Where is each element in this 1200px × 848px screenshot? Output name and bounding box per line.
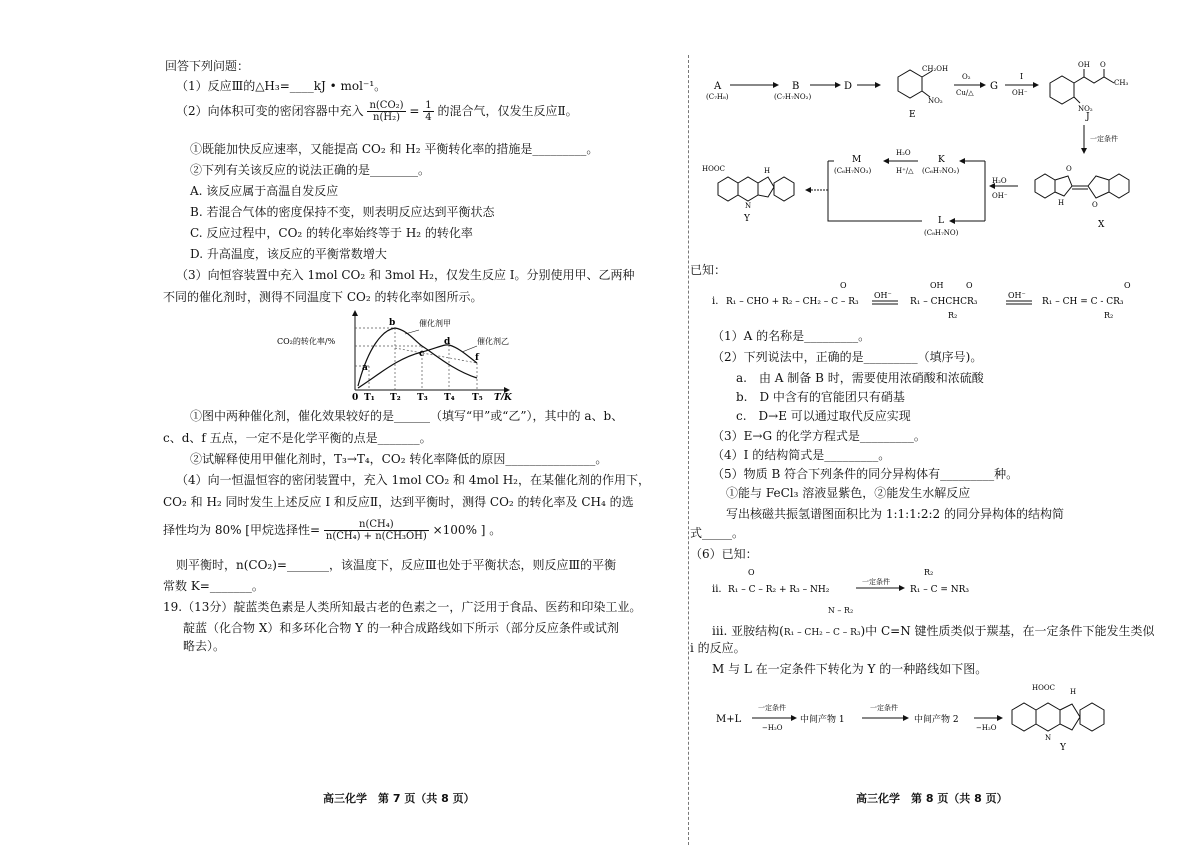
reagent-cu-heat: Cu/△ bbox=[956, 89, 974, 97]
route-y-nh: H bbox=[1070, 688, 1077, 696]
question-4-c bbox=[163, 518, 501, 542]
rxn-iii-line bbox=[712, 606, 1155, 646]
e-substituent-no2: NO₂ bbox=[928, 97, 943, 105]
reagent-i: I bbox=[1020, 72, 1024, 81]
rxn-i-o3: O bbox=[1124, 281, 1131, 290]
route-minus-h2o-1: −H₂O bbox=[762, 724, 783, 732]
curve-catalyst-a bbox=[358, 328, 477, 386]
tick-t2: T₂ bbox=[390, 393, 401, 400]
j-hydroxyl: OH bbox=[1078, 61, 1090, 69]
compound-b-formula: (C₇H₇NO₂) bbox=[774, 93, 812, 101]
route-start: M+L bbox=[716, 714, 742, 725]
compound-b: B bbox=[792, 81, 800, 92]
question-4-b: CO₂ 和 H₂ 同时发生上述反应 I 和反应Ⅱ，达到平衡时，测得 CO₂ 的转化率及 CH₄ 的选 bbox=[163, 495, 634, 509]
tick-t5: T₅ bbox=[472, 393, 483, 400]
y-cooh: HOOC bbox=[702, 165, 725, 173]
r-option-a: a. 由 A 制备 B 时，需要使用浓硝酸和浓硫酸 bbox=[736, 371, 984, 385]
reagent-h2o-x: H₂O bbox=[992, 177, 1007, 185]
r-question-3: （3）E→G 的化学方程式是_________。 bbox=[712, 429, 926, 443]
rxn-ii-reactants: R₁ – C – R₂ + R₃ – NH₂ bbox=[728, 585, 830, 595]
conversion-graph bbox=[272, 308, 522, 400]
ml-intro: M 与 L 在一定条件下转化为 Y 的一种路线如下图。 bbox=[712, 662, 988, 676]
intermediate-1: 中间产物 1 bbox=[800, 715, 845, 725]
q4-text-a: 择性均为 80% [甲烷选择性= bbox=[163, 523, 321, 537]
rxn-i-reactants: R₁ – CHO + R₂ – CH₂ – C – R₃ bbox=[726, 297, 859, 307]
r-question-1: （1）A 的名称是_________。 bbox=[712, 329, 871, 343]
rxn-i-oh-1: OH⁻ bbox=[874, 291, 892, 300]
legend-catalyst-b: 催化剂乙 bbox=[477, 337, 509, 346]
rxn-iii-text-a: iii. 亚胺结构( bbox=[712, 624, 784, 638]
rxn-ii-o: O bbox=[748, 568, 755, 577]
synthesis-route bbox=[700, 55, 1180, 245]
rxn-i-r2-b: R₂ bbox=[1104, 311, 1114, 320]
reagent-o2: O₂ bbox=[962, 73, 971, 81]
q2-text-a: （2）向体积可变的密闭容器中充入 bbox=[176, 104, 364, 118]
route-y-cooh: HOOC bbox=[1032, 684, 1055, 692]
question-4-d: 则平衡时，n(CO₂)=_______，该温度下，反应Ⅲ也处于平衡状态，则反应Ⅲ的平衡 bbox=[176, 558, 617, 572]
compound-a: A bbox=[714, 81, 722, 92]
compound-m: M bbox=[852, 155, 862, 165]
q2-ratio-den: 4 bbox=[425, 112, 432, 123]
option-a: A. 该反应属于高温自发反应 bbox=[190, 184, 339, 198]
reagent-acid-heat: H⁺/△ bbox=[896, 167, 914, 175]
point-a: a bbox=[362, 363, 368, 373]
route-minus-h2o-2: −H₂O bbox=[976, 724, 997, 732]
question-3-b: 不同的催化剂时，测得不同温度下 CO₂ 的转化率如图所示。 bbox=[163, 290, 483, 304]
point-c: c bbox=[419, 349, 425, 359]
j-methyl: CH₃ bbox=[1114, 79, 1129, 87]
compound-d: D bbox=[844, 81, 853, 92]
e-substituent-ch2oh: CH₂OH bbox=[922, 65, 949, 73]
question-19-a: 19.（13分）靛蓝类色素是人类所知最古老的色素之一，广泛用于食品、医药和印染工业。 bbox=[163, 600, 642, 614]
question-2-stem bbox=[176, 100, 578, 123]
question-2-2: ②下列有关该反应的说法正确的是________。 bbox=[190, 163, 431, 177]
r-option-c: c. D→E 可以通过取代反应实现 bbox=[736, 409, 911, 423]
rxn-i-product: R₁ – CH = C - CR₃ bbox=[1042, 297, 1124, 307]
x-oxygen-2: O bbox=[1092, 201, 1098, 209]
reagent-h2o-k: H₂O bbox=[896, 149, 911, 157]
route-cond-1: 一定条件 bbox=[758, 704, 786, 712]
r-option-b: b. D 中含有的官能团只有硝基 bbox=[736, 390, 905, 404]
y-nh: H bbox=[764, 167, 771, 175]
question-4-a: （4）向一恒温恒容的密闭装置中，充入 1mol CO₂ 和 4mol H₂，在某催化剂的作用下， bbox=[176, 473, 650, 487]
intermediate-2: 中间产物 2 bbox=[914, 715, 959, 725]
rxn-ii-label: ii. bbox=[712, 584, 722, 595]
compound-y: Y bbox=[744, 214, 750, 224]
r-question-5: （5）物质 B 符合下列条件的同分异构体有_________种。 bbox=[712, 467, 1019, 481]
question-3-2: ②试解释使用甲催化剂时，T₃→T₄，CO₂ 转化率降低的原因_______________。 bbox=[190, 452, 608, 466]
question-19-b: 靛蓝（化合物 X）和多环化合物 Y 的一种合成路线如下所示（部分反应条件或试剂 bbox=[183, 621, 619, 635]
rxn-ii-product: R₁ – C = NR₃ bbox=[910, 585, 970, 595]
reaction-ii bbox=[712, 566, 1072, 610]
intro-text: 回答下列问题： bbox=[165, 59, 250, 73]
rxn-i-intermediate: R₁ – CHCHCR₃ bbox=[910, 297, 978, 307]
graph-origin: 0 bbox=[352, 393, 359, 400]
compound-g: G bbox=[990, 81, 998, 92]
point-f: f bbox=[475, 353, 479, 363]
point-d: d bbox=[444, 337, 451, 347]
methane-selectivity-fraction bbox=[324, 519, 429, 542]
rxn-i-label: i. bbox=[712, 296, 719, 307]
rxn-i-oh-2: OH⁻ bbox=[1008, 291, 1026, 300]
q2-ratio-num: 1 bbox=[425, 100, 432, 111]
option-b: B. 若混合气体的密度保持不变，则表明反应达到平衡状态 bbox=[190, 205, 495, 219]
r-question-6: （6）已知： bbox=[690, 547, 758, 561]
rxn-ii-cond: 一定条件 bbox=[862, 578, 890, 586]
route-y-n: N bbox=[1045, 734, 1052, 742]
tick-t1: T₁ bbox=[364, 393, 375, 400]
legend-catalyst-a: 催化剂甲 bbox=[419, 319, 451, 328]
compound-j: J bbox=[1086, 112, 1090, 122]
question-2-1: ①既能加快反应速率，又能提高 CO₂ 和 H₂ 平衡转化率的措施是_________。 bbox=[190, 142, 599, 156]
point-b: b bbox=[389, 318, 396, 328]
y-n: N bbox=[745, 202, 752, 210]
reagent-oh-1: OH⁻ bbox=[1012, 89, 1028, 97]
compound-k-formula: (C₆H₇NO₂) bbox=[922, 167, 960, 175]
compound-l: L bbox=[938, 216, 944, 226]
option-d: D. 升高温度，该反应的平衡常数增大 bbox=[190, 247, 387, 261]
reagent-oh-x: OH⁻ bbox=[992, 192, 1008, 200]
question-19-c: 略去）。 bbox=[183, 639, 226, 653]
rxn-iii-text-b: )中 C=N 键性质类似于羰基，在一定条件下能发生类似 bbox=[860, 624, 1155, 638]
rxn-iii-end: i 的反应。 bbox=[690, 641, 746, 655]
reaction-i bbox=[712, 280, 1182, 322]
question-3-a: （3）向恒容装置中充入 1mol CO₂ 和 3mol H₂，仅发生反应 I。分别使用甲、乙两种 bbox=[176, 268, 635, 282]
x-oxygen-1: O bbox=[1066, 165, 1072, 173]
compound-a-formula: (C₇H₈) bbox=[706, 93, 729, 101]
tick-t4: T₄ bbox=[444, 393, 455, 400]
q4-frac-den: n(CH₄) + n(CH₃OH) bbox=[325, 531, 427, 542]
compound-x: X bbox=[1098, 220, 1105, 230]
rxn-i-o1: O bbox=[840, 281, 847, 290]
q4-text-b: ×100% ] 。 bbox=[432, 523, 502, 537]
r-question-5-instruction: 写出核磁共振氢谱图面积比为 1:1:1:2:2 的同分异构体的结构简 bbox=[726, 507, 1064, 521]
graph-ylabel: CO₂的转化率/% bbox=[277, 337, 336, 346]
tick-t3: T₃ bbox=[417, 393, 428, 400]
q2-equals: = bbox=[409, 104, 420, 118]
j-nitro: NO₂ bbox=[1078, 105, 1093, 113]
compound-e: E bbox=[909, 110, 916, 120]
r-question-5-cond: ①能与 FeCl₃ 溶液显紫色，②能发生水解反应 bbox=[726, 486, 971, 500]
compound-m-formula: (C₆H₇NO₃) bbox=[834, 167, 872, 175]
question-1: （1）反应Ⅲ的△H₃=____kJ • mol⁻¹。 bbox=[176, 79, 387, 93]
condition-label-1: 一定条件 bbox=[1090, 135, 1118, 143]
question-4-e: 常数 K=_______。 bbox=[163, 579, 264, 593]
option-c: C. 反应过程中，CO₂ 的转化率始终等于 H₂ 的转化率 bbox=[190, 226, 473, 240]
rxn-i-oh-group: OH bbox=[930, 281, 944, 290]
known-label: 已知： bbox=[690, 263, 727, 277]
question-3-1b: c、d、f 五点，一定不是化学平衡的点是_______。 bbox=[163, 431, 432, 445]
question-3-1a: ①图中两种催化剂，催化效果较好的是______（填写“甲”或“乙”），其中的 a、b、 bbox=[190, 409, 624, 423]
rxn-i-o2: O bbox=[966, 281, 973, 290]
r-question-5-blank: 式_____。 bbox=[690, 526, 745, 540]
right-page bbox=[690, 0, 1200, 848]
r-question-4: （4）I 的结构简式是_________。 bbox=[712, 448, 891, 462]
q4-frac-num: n(CH₄) bbox=[324, 519, 429, 531]
q2-ratio bbox=[423, 100, 433, 123]
q2-frac-num: n(CO₂) bbox=[369, 100, 404, 111]
r-question-2: （2）下列说法中，正确的是_________（填序号)。 bbox=[712, 350, 983, 364]
page-7-footer: 高三化学 第 7 页（共 8 页） bbox=[323, 792, 475, 805]
j-carbonyl-o: O bbox=[1100, 61, 1106, 69]
graph-xlabel: T/K bbox=[494, 393, 512, 400]
imine-backbone: R₁ – CH₂ – C – R₃ bbox=[783, 628, 861, 638]
x-nh: H bbox=[1058, 199, 1065, 207]
compound-k: K bbox=[938, 155, 945, 165]
page-8-footer: 高三化学 第 8 页（共 8 页） bbox=[856, 792, 1008, 805]
imine-n-r2: N – R₂ bbox=[827, 606, 854, 615]
imine-structure bbox=[783, 606, 861, 646]
q2-frac-den: n(H₂) bbox=[373, 112, 401, 123]
q2-text-b: 的混合气，仅发生反应Ⅱ。 bbox=[437, 104, 578, 118]
q2-fraction bbox=[367, 100, 405, 123]
curve-catalyst-b bbox=[358, 345, 477, 388]
compound-l-formula: (C₈H₇NO) bbox=[924, 229, 959, 237]
route-y-label: Y bbox=[1060, 743, 1066, 753]
ml-to-y-route bbox=[712, 680, 1182, 760]
rxn-i-r2: R₂ bbox=[948, 311, 958, 320]
route-cond-2: 一定条件 bbox=[870, 704, 898, 712]
rxn-ii-r2: R₂ bbox=[924, 568, 934, 577]
